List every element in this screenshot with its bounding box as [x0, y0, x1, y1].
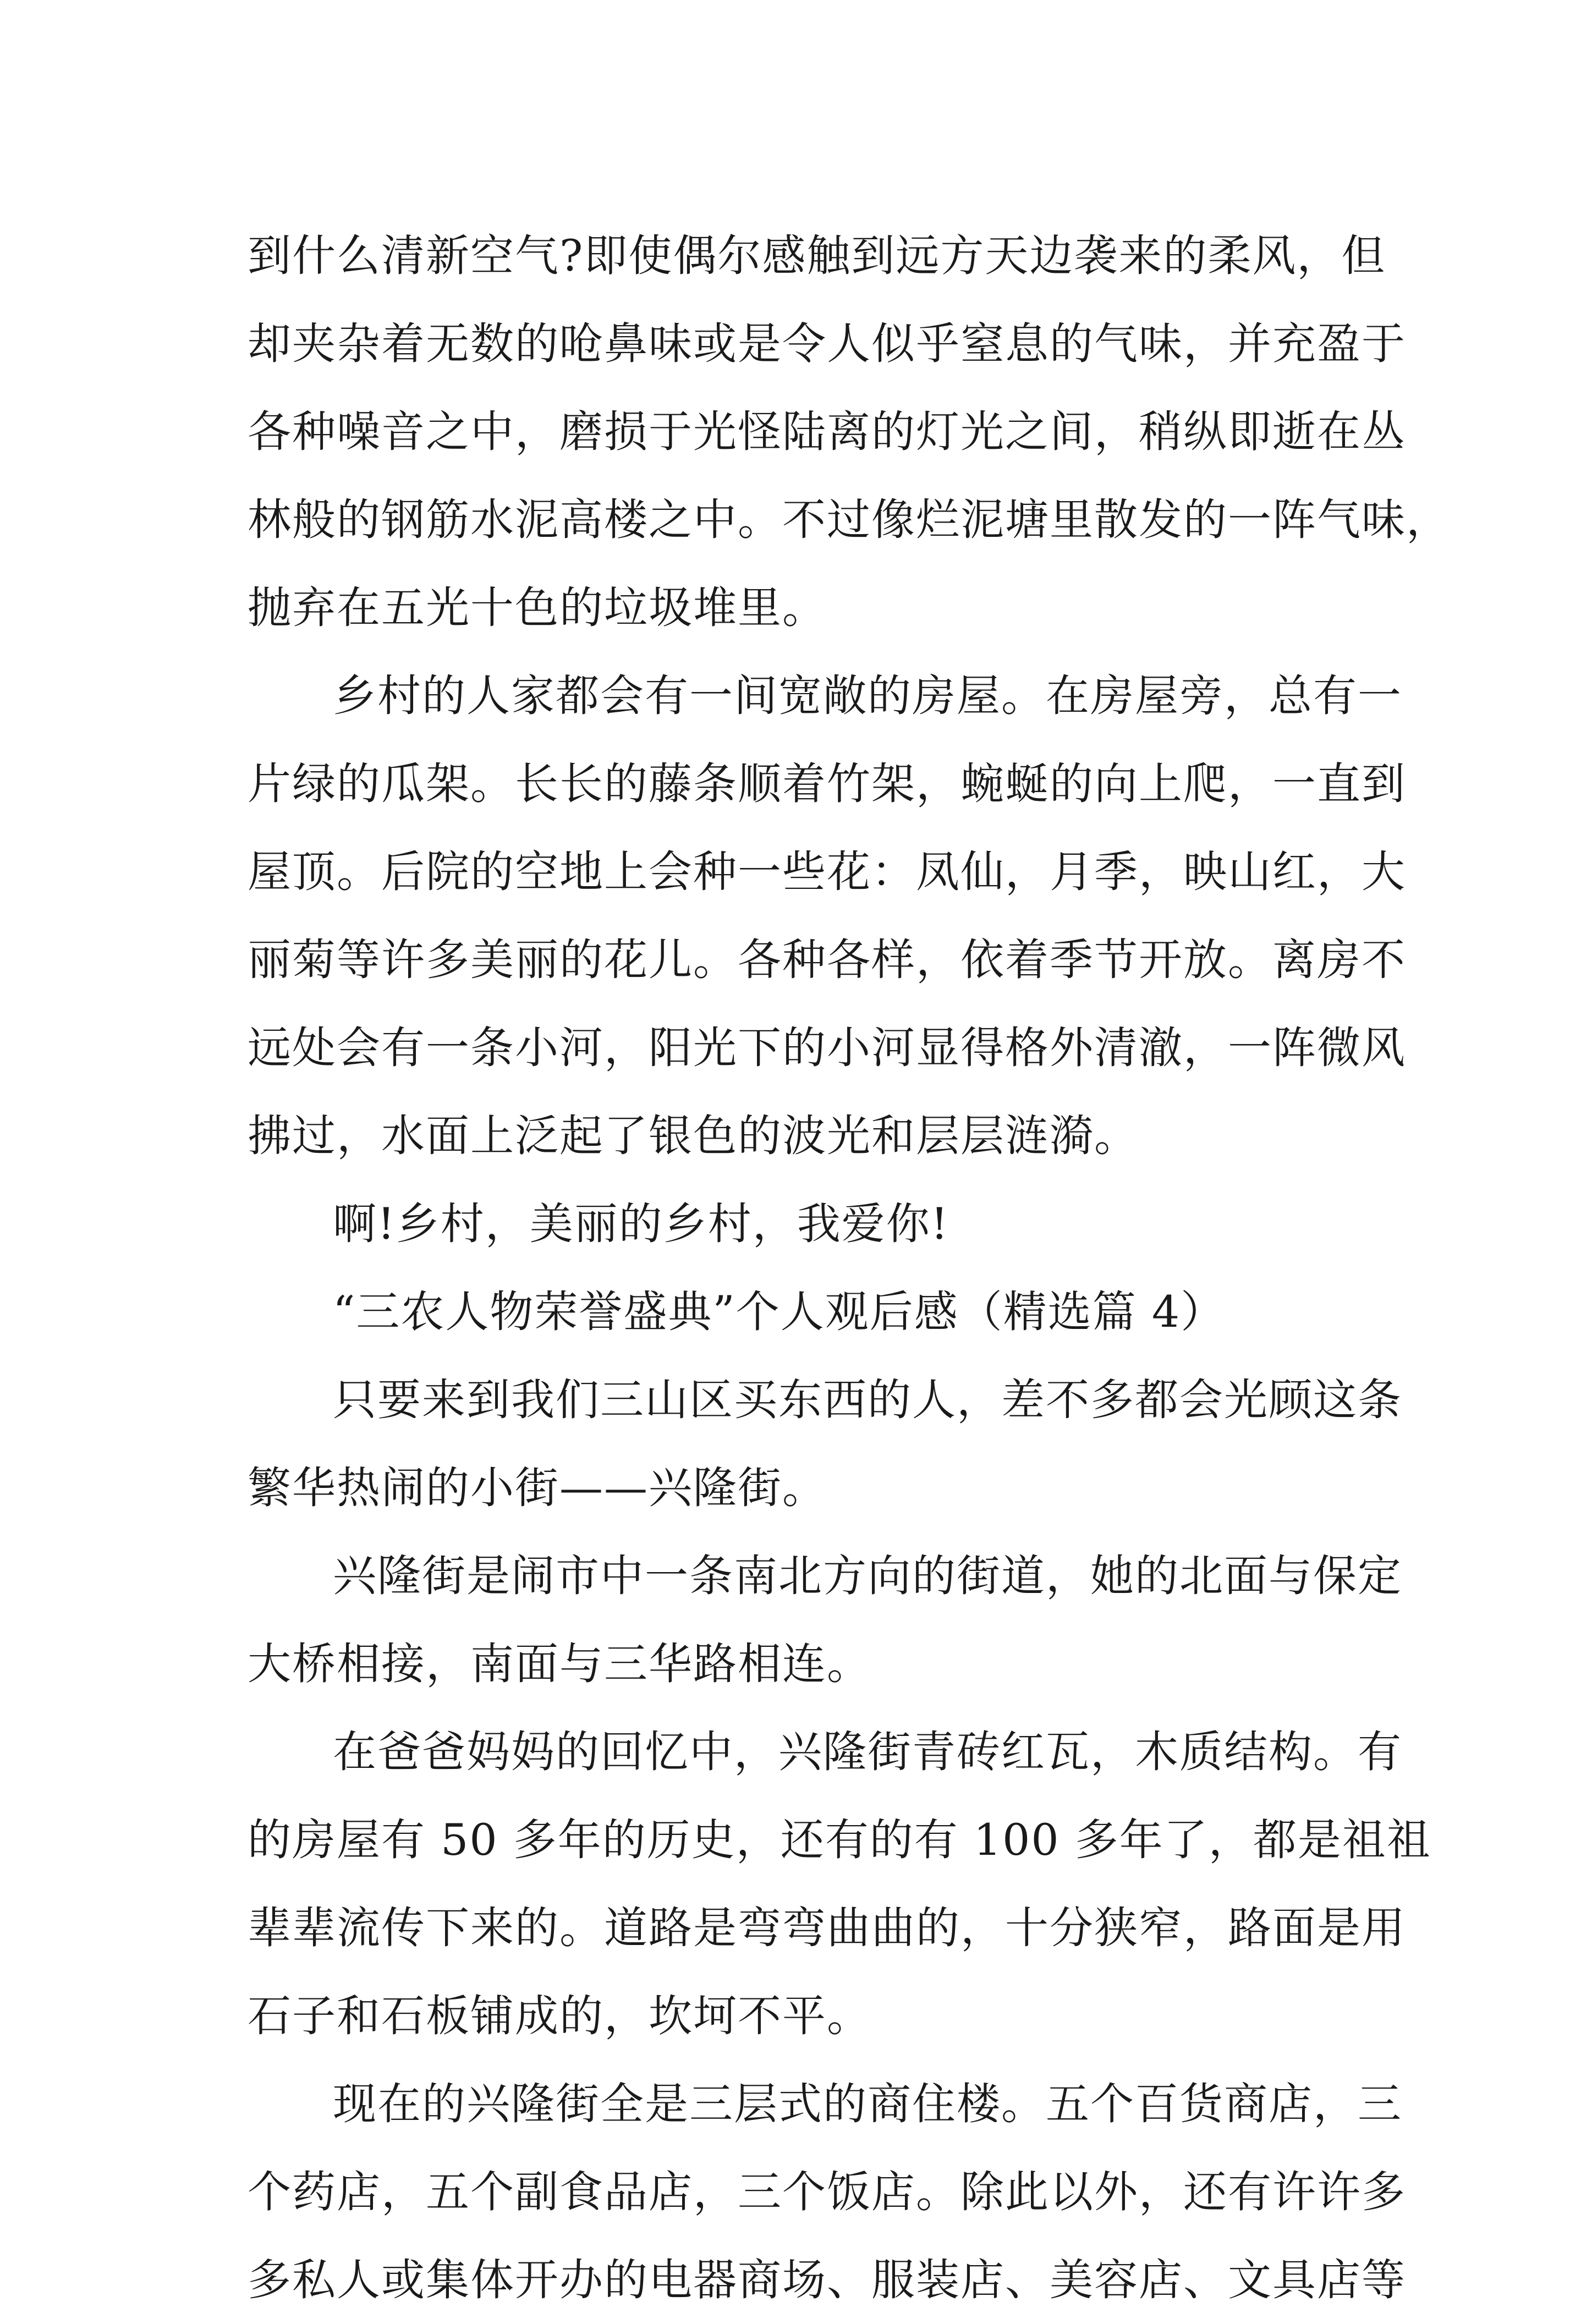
- text-line: 的房屋有 50 多年的历史，还有的有 100 多年了，都是祖祖: [248, 1815, 1431, 1865]
- text-line: 林般的钢筋水泥高楼之中。不过像烂泥塘里散发的一阵气味，: [248, 495, 1451, 545]
- paragraph-first-line: 乡村的人家都会有一间宽敞的房屋。在房屋旁，总有一: [333, 671, 1402, 721]
- paragraph-first-line: 啊!乡村，美丽的乡村，我爱你!: [333, 1199, 949, 1249]
- text-line: 片绿的瓜架。长长的藤条顺着竹架，蜿蜒的向上爬，一直到: [248, 759, 1406, 809]
- text-line: 抛弃在五光十色的垃圾堆里。: [248, 583, 827, 633]
- text-line: 屋顶。后院的空地上会种一些花：凤仙，月季，映山红，大: [248, 847, 1406, 897]
- text-line: 丽菊等许多美丽的花儿。各种各样，依着季节开放。离房不: [248, 935, 1406, 985]
- text-line: 拂过，水面上泛起了银色的波光和层层涟漪。: [248, 1111, 1139, 1161]
- text-line: 石子和石板铺成的，坎坷不平。: [248, 1991, 871, 2041]
- text-line: 到什么清新空气?即使偶尔感触到远方天边袭来的柔风，但: [248, 230, 1386, 281]
- text-line: 大桥相接，南面与三华路相连。: [248, 1639, 871, 1689]
- paragraph-first-line: 现在的兴隆街全是三层式的商住楼。五个百货商店，三: [333, 2079, 1402, 2129]
- text-line: 辈辈流传下来的。道路是弯弯曲曲的，十分狭窄，路面是用: [248, 1903, 1406, 1953]
- text-line: 远处会有一条小河，阳光下的小河显得格外清澈，一阵微风: [248, 1023, 1406, 1073]
- text-line: 个药店，五个副食品店，三个饭店。除此以外，还有许许多: [248, 2167, 1406, 2217]
- text-line: 繁华热闹的小街——兴隆街。: [248, 1463, 827, 1513]
- paragraph-first-line: 在爸爸妈妈的回忆中，兴隆街青砖红瓦，木质结构。有: [333, 1727, 1402, 1777]
- text-line: 各种噪音之中，磨损于光怪陆离的灯光之间，稍纵即逝在丛: [248, 406, 1406, 457]
- section-heading: “三农人物荣誉盛典”个人观后感（精选篇 4）: [333, 1287, 1226, 1337]
- text-line: 多私人或集体开办的电器商场、服装店、美容店、文具店等: [248, 2255, 1406, 2305]
- document-body: [248, 212, 1451, 2324]
- text-line: 却夹杂着无数的呛鼻味或是令人似乎窒息的气味，并充盈于: [248, 318, 1406, 369]
- paragraph-first-line: 只要来到我们三山区买东西的人，差不多都会光顾这条: [333, 1375, 1402, 1425]
- paragraph-first-line: 兴隆街是闹市中一条南北方向的街道，她的北面与保定: [333, 1551, 1402, 1601]
